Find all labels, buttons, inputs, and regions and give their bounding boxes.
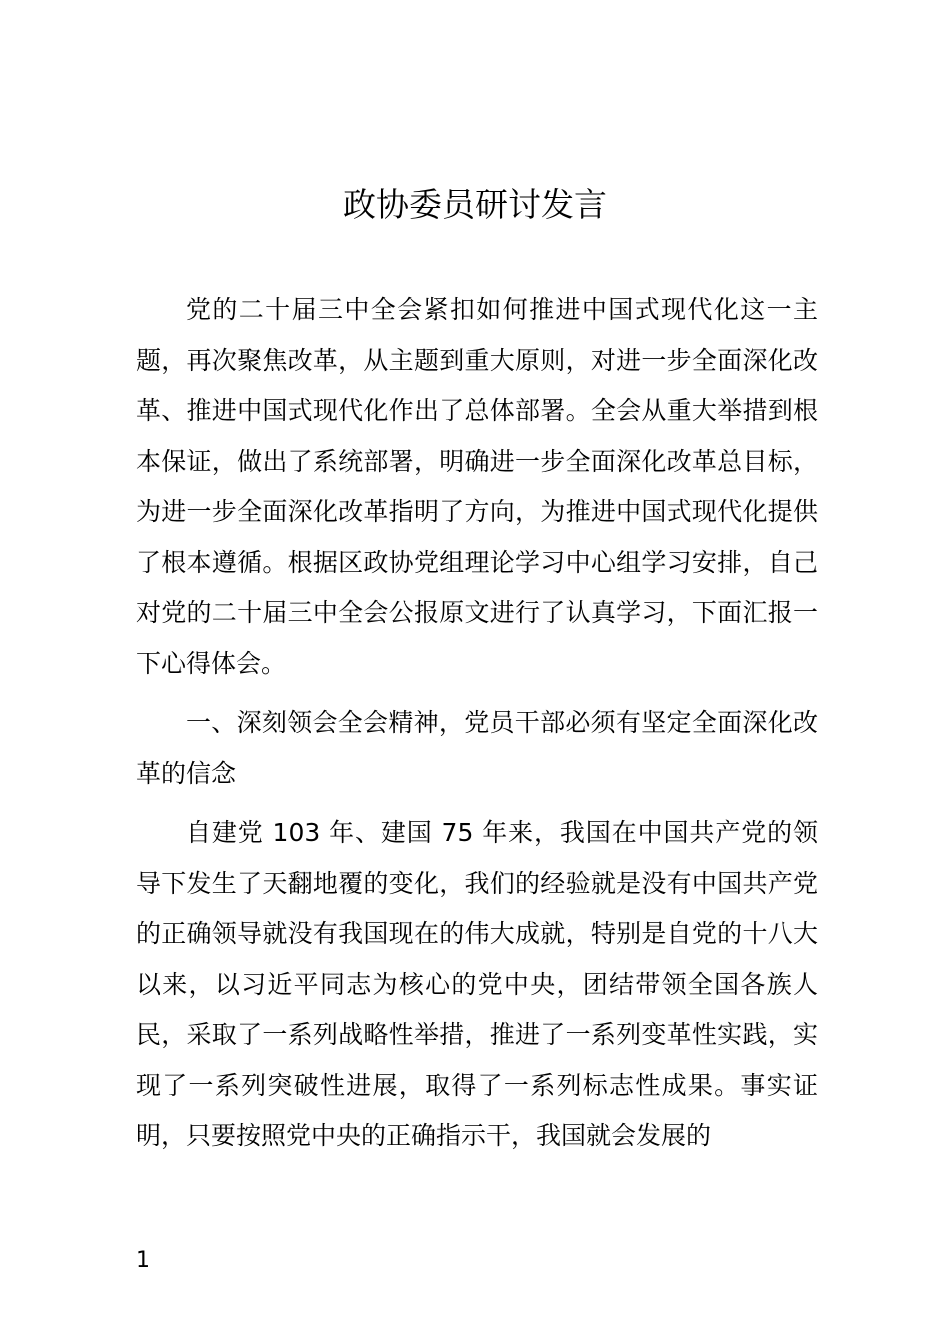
page-number: 1 [136, 1248, 150, 1273]
section-heading-1: 一、深刻领会全会精神，党员干部必须有坚定全面深化改革的信念 [136, 708, 818, 788]
document-body [136, 285, 818, 1162]
paragraph-section-1: 自建党 103 年、建国 75 年来，我国在中国共产党的领导下发生了天翻地覆的变化，我们的经验就是没有中国共产党的正确领导就没有我国现在的伟大成就，特别是自党的十八大以来，以习近平同志为核心的党中央，团结带领全国各族人民，采取了一系列战略性举措，推进了一系列变革性实践，实现了一系列突破性进展，取得了一系列标志性成果。事实证明，只要按照党中央的正确指示干，我国就会发展的 [136, 818, 818, 1150]
paragraph-intro: 党的二十届三中全会紧扣如何推进中国式现代化这一主题，再次聚焦改革，从主题到重大原则，对进一步全面深化改革、推进中国式现代化作出了总体部署。全会从重大举措到根本保证，做出了系统部署，明确进一步全面深化改革总目标，为进一步全面深化改革指明了方向，为推进中国式现代化提供了根本遵循。根据区政协党组理论学习中心组学习安排，自己对党的二十届三中全会公报原文进行了认真学习，下面汇报一下心得体会。 [136, 295, 818, 678]
document-title: 政协委员研讨发言 [343, 185, 607, 224]
